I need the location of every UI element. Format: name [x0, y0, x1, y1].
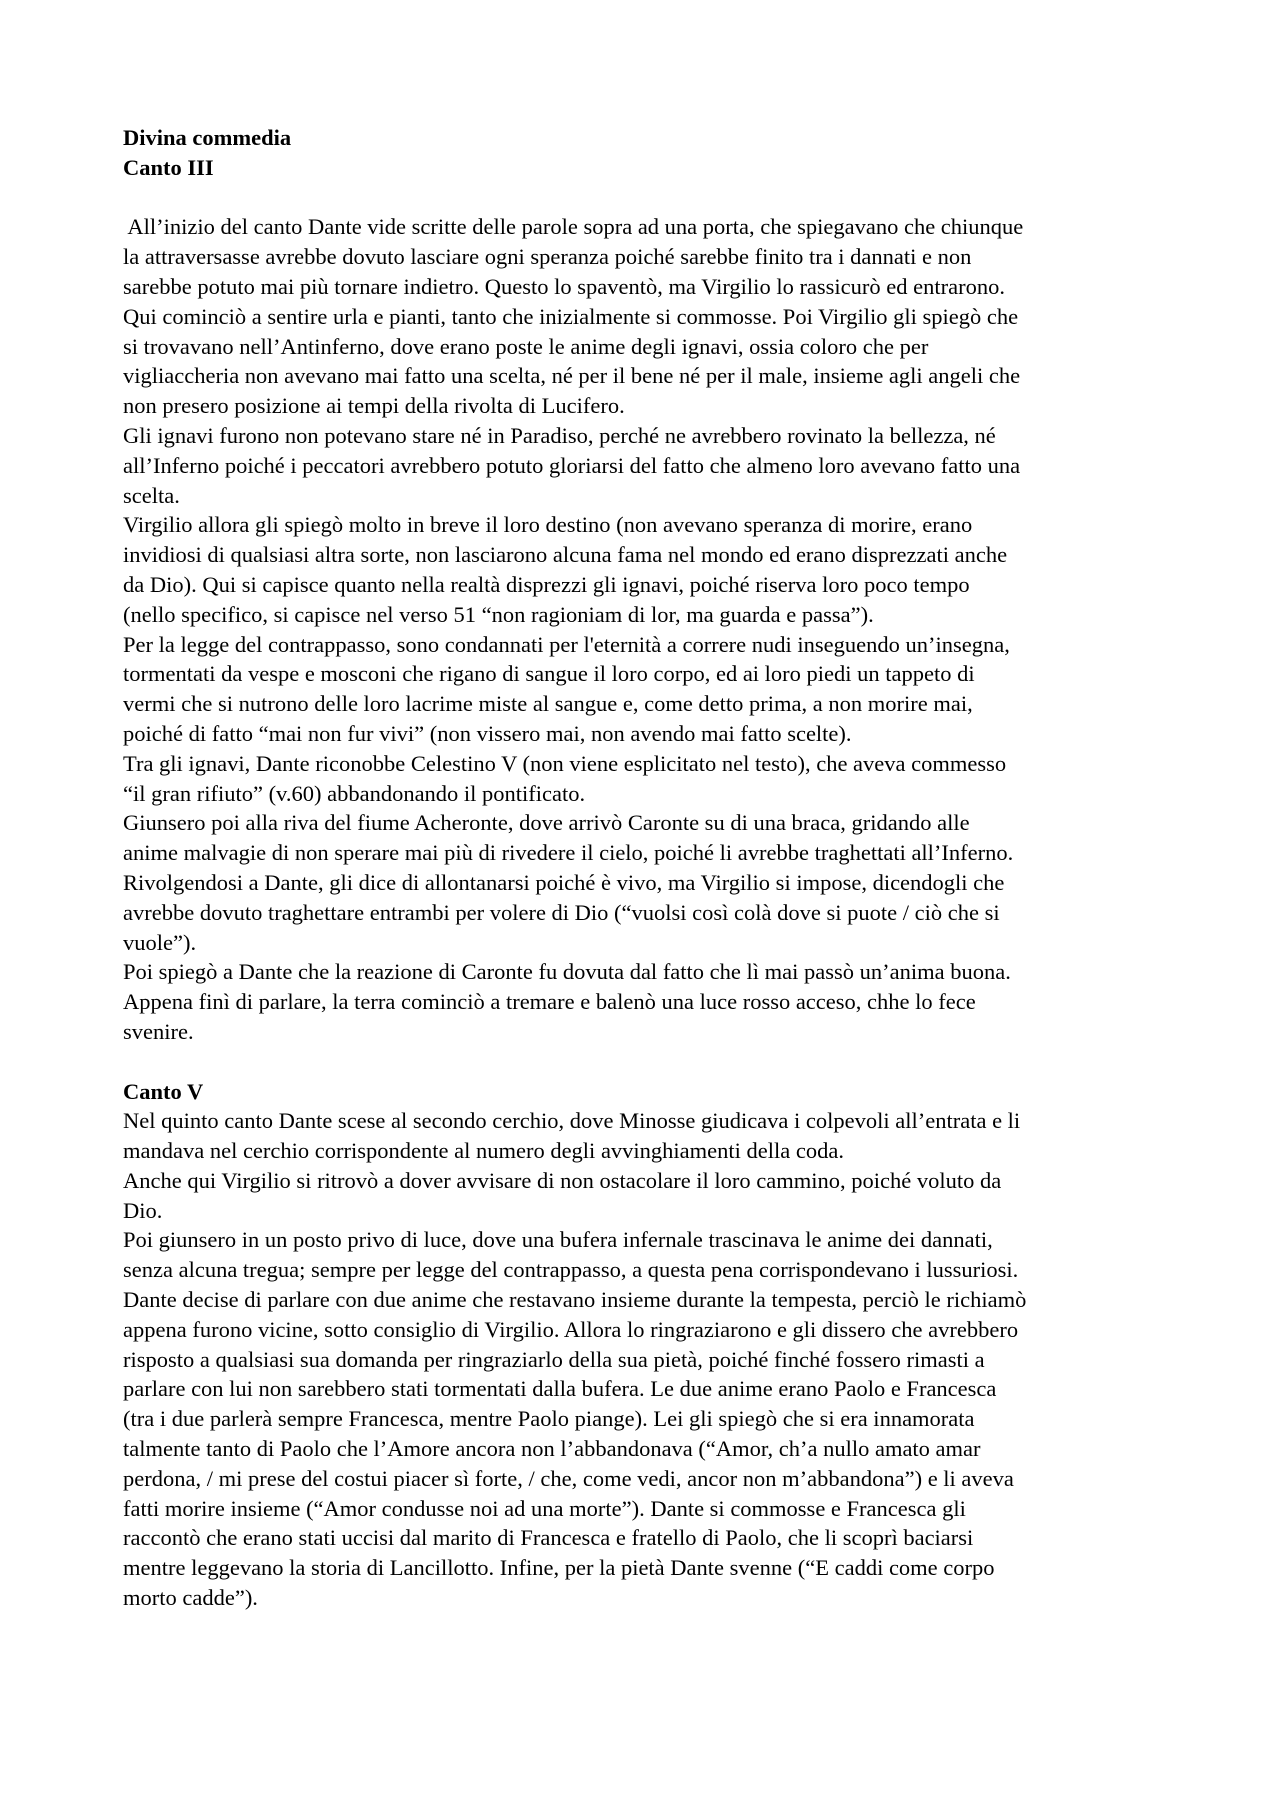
text-line: scelta. — [123, 482, 180, 508]
text-line: Gli ignavi furono non potevano stare né in Paradiso, perché ne avrebbero rovinato la bellezza, né — [123, 422, 996, 448]
text-line: Tra gli ignavi, Dante riconobbe Celestino V (non viene esplicitato nel testo), che aveva commesso — [123, 750, 1007, 776]
text-line: parlare con lui non sarebbero stati tormentati dalla bufera. Le due anime erano Paolo e Francesca — [123, 1376, 997, 1402]
text-line: risposto a qualsiasi sua domanda per ringraziarlo della sua pietà, poiché finché fossero rimasti a — [123, 1346, 985, 1372]
text-line: Dante decise di parlare con due anime che restavano insieme durante la tempesta, perciò le richiamò — [123, 1287, 1027, 1313]
text-line: tormentati da vespe e mosconi che rigano di sangue il loro corpo, ed ai loro piedi un tappeto di — [123, 661, 975, 687]
text-line: mentre leggevano la storia di Lancillotto. Infine, per la pietà Dante svenne (“E caddi come corpo — [123, 1555, 995, 1581]
text-line: Dio. — [123, 1197, 163, 1223]
text-line: Poi giunsero in un posto privo di luce, dove una bufera infernale trascinava le anime dei dannati, — [123, 1227, 993, 1253]
text-line: anime malvagie di non sperare mai più di rivedere il cielo, poiché li avrebbe traghettati all’Inferno. — [123, 840, 1014, 866]
text-line: avrebbe dovuto traghettare entrambi per volere di Dio (“vuolsi così colà dove si puote / ciò che si — [123, 899, 1000, 925]
text-line: (tra i due parlerà sempre Francesca, mentre Paolo piange). Lei gli spiegò che si era innamorata — [123, 1406, 975, 1432]
text-line: all’Inferno poiché i peccatori avrebbero potuto gloriarsi del fatto che almeno loro avevano fatto una — [123, 452, 1021, 478]
text-line: Rivolgendosi a Dante, gli dice di allontanarsi poiché è vivo, ma Virgilio si impose, dicendogli che — [123, 869, 1005, 895]
text-line: vuole”). — [123, 929, 197, 955]
spacer — [123, 183, 1183, 213]
canto-3-body — [123, 212, 1183, 1046]
text-line: poiché di fatto “mai non fur vivi” (non vissero mai, non avendo mai fatto scelte). — [123, 720, 852, 746]
document-title: Divina commedia — [123, 125, 292, 150]
canto-5-body — [123, 1106, 1183, 1613]
text-line: Anche qui Virgilio si ritrovò a dover avvisare di non ostacolare il loro cammino, poiché voluto da — [123, 1167, 1002, 1193]
text-line: All’inizio del canto Dante vide scritte delle parole sopra ad una porta, che spiegavano che chiunque — [123, 214, 1024, 240]
canto-5-heading: Canto V — [123, 1078, 204, 1104]
text-line: (nello specifico, si capisce nel verso 51 “non ragioniam di lor, ma guarda e passa”). — [123, 601, 874, 627]
text-line: Virgilio allora gli spiegò molto in breve il loro destino (non avevano speranza di morire, erano — [123, 512, 973, 538]
text-line: senza alcuna tregua; sempre per legge del contrappasso, a questa pena corrispondevano i lussuriosi. — [123, 1257, 1019, 1283]
text-line: da Dio). Qui si capisce quanto nella realtà disprezzi gli ignavi, poiché riserva loro poco tempo — [123, 571, 970, 597]
text-line: non presero posizione ai tempi della rivolta di Lucifero. — [123, 393, 625, 419]
document-page — [123, 123, 1183, 1613]
canto-3-heading: Canto III — [123, 154, 214, 180]
spacer — [123, 1047, 1183, 1077]
text-line: mandava nel cerchio corrispondente al numero degli avvinghiamenti della coda. — [123, 1138, 844, 1164]
text-line: perdona, / mi prese del costui piacer sì forte, / che, come vedi, ancor non m’abbandona”) e li aveva — [123, 1465, 1014, 1491]
text-line: si trovavano nell’Antinferno, dove erano poste le anime degli ignavi, ossia coloro che per — [123, 333, 929, 359]
text-line: invidiosi di qualsiasi altra sorte, non lasciarono alcuna fama nel mondo ed erano disprezzati anche — [123, 542, 1008, 568]
text-line: Poi spiegò a Dante che la reazione di Caronte fu dovuta dal fatto che lì mai passò un’anima buona. — [123, 959, 1011, 985]
text-line: Qui cominciò a sentire urla e pianti, tanto che inizialmente si commosse. Poi Virgilio gli spiegò che — [123, 303, 1019, 329]
text-line: appena furono vicine, sotto consiglio di Virgilio. Allora lo ringraziarono e gli dissero che avrebbero — [123, 1316, 1019, 1342]
text-line: Giunsero poi alla riva del fiume Acheronte, dove arrivò Caronte su di una braca, gridando alle — [123, 810, 970, 836]
text-line: la attraversasse avrebbe dovuto lasciare ogni speranza poiché sarebbe finito tra i dannati e non — [123, 244, 972, 270]
text-line: talmente tanto di Paolo che l’Amore ancora non l’abbandonava (“Amor, ch’a nullo amato amar — [123, 1436, 981, 1462]
text-line: fatti morire insieme (“Amor condusse noi ad una morte”). Dante si commosse e Francesca gli — [123, 1495, 966, 1521]
text-line: sarebbe potuto mai più tornare indietro. Questo lo spaventò, ma Virgilio lo rassicurò ed entrarono. — [123, 273, 1005, 299]
text-line: morto cadde”). — [123, 1585, 258, 1611]
text-line: Appena finì di parlare, la terra cominciò a tremare e balenò una luce rosso acceso, chhe lo fece — [123, 989, 976, 1015]
text-line: vigliaccheria non avevano mai fatto una scelta, né per il bene né per il male, insieme agli angeli che — [123, 363, 1021, 389]
text-line: Nel quinto canto Dante scese al secondo cerchio, dove Minosse giudicava i colpevoli all’entrata e li — [123, 1108, 1021, 1134]
text-line: Per la legge del contrappasso, sono condannati per l'eternità a correre nudi inseguendo un’insegna, — [123, 631, 1010, 657]
text-line: “il gran rifiuto” (v.60) abbandonando il pontificato. — [123, 780, 586, 806]
text-line: vermi che si nutrono delle loro lacrime miste al sangue e, come detto prima, a non morire mai, — [123, 691, 973, 717]
text-line: raccontò che erano stati uccisi dal marito di Francesca e fratello di Paolo, che li scoprì baciarsi — [123, 1525, 974, 1551]
text-line: svenire. — [123, 1018, 194, 1044]
